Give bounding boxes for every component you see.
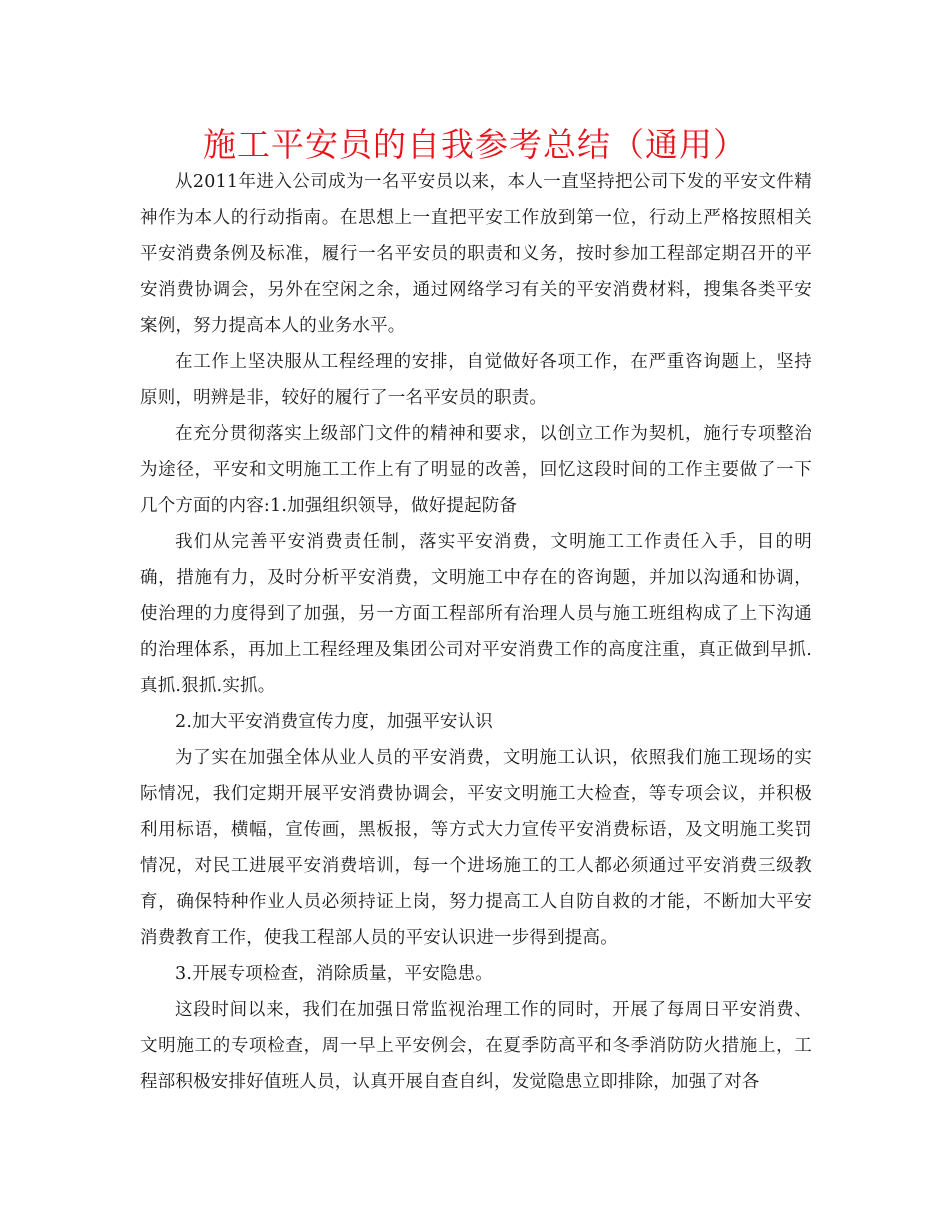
paragraph: 为了实在加强全体从业人员的平安消费，文明施工认识，依照我们施工现场的实际情况，我们定期开展平安消费协调会，平安文明施工大检查，等专项会议，并积极利用标语，横幅，宣传画，黑板报，等方式大力宣传平安消费标语，及文明施工奖罚情况，对民工进展平安消费培训，每一个进场施工的工人都必须通过平安消费三级教育，确保特种作业人员必须持证上岗，努力提高工人自防自救的才能，不断加大平安消费教育工作，使我工程部人员的平安认识进一步得到提高。 <box>140 748 812 948</box>
paragraph: 从2011年进入公司成为一名平安员以来，本人一直坚持把公司下发的平安文件精神作为本人的行动指南。在思想上一直把平安工作放到第一位，行动上严格按照相关平安消费条例及标准，履行一名平安员的职责和义务，按时参加工程部定期召开的平安消费协调会，另外在空闲之余，通过网络学习有关的平安消费材料，搜集各类平安案例，努力提高本人的业务水平。 <box>140 172 812 336</box>
document-body <box>140 164 812 1100</box>
paragraph: 我们从完善平安消费责任制，落实平安消费，文明施工工作责任入手，目的明确，措施有力，及时分析平安消费，文明施工中存在的咨询题，并加以沟通和协调，使治理的力度得到了加强，另一方面工程部所有治理人员与施工班组构成了上下沟通的治理体系，再加上工程经理及集团公司对平安消费工作的高度注重，真正做到早抓.真抓.狠抓.实抓。 <box>140 532 812 696</box>
document-title: 施工平安员的自我参考总结（通用） <box>203 125 747 164</box>
paragraph: 在工作上坚决服从工程经理的安排，自觉做好各项工作，在严重咨询题上，坚持原则，明辨是非，较好的履行了一名平安员的职责。 <box>140 352 812 408</box>
paragraph: 这段时间以来，我们在加强日常监视治理工作的同时，开展了每周日平安消费、文明施工的专项检查，周一早上平安例会，在夏季防高平和冬季消防防火措施上，工程部积极安排好值班人员，认真开展自查自纠，发觉隐患立即排除，加强了对各 <box>140 1000 812 1092</box>
section-heading: 2.加大平安消费宣传力度，加强平安认识 <box>175 712 493 732</box>
section-heading: 3.开展专项检查，消除质量，平安隐患。 <box>175 964 493 984</box>
paragraph: 在充分贯彻落实上级部门文件的精神和要求，以创立工作为契机，施行专项整治为途径，平安和文明施工工作上有了明显的改善，回忆这段时间的工作主要做了一下几个方面的内容:1.加强组织领导，做好提起防备 <box>140 424 812 516</box>
